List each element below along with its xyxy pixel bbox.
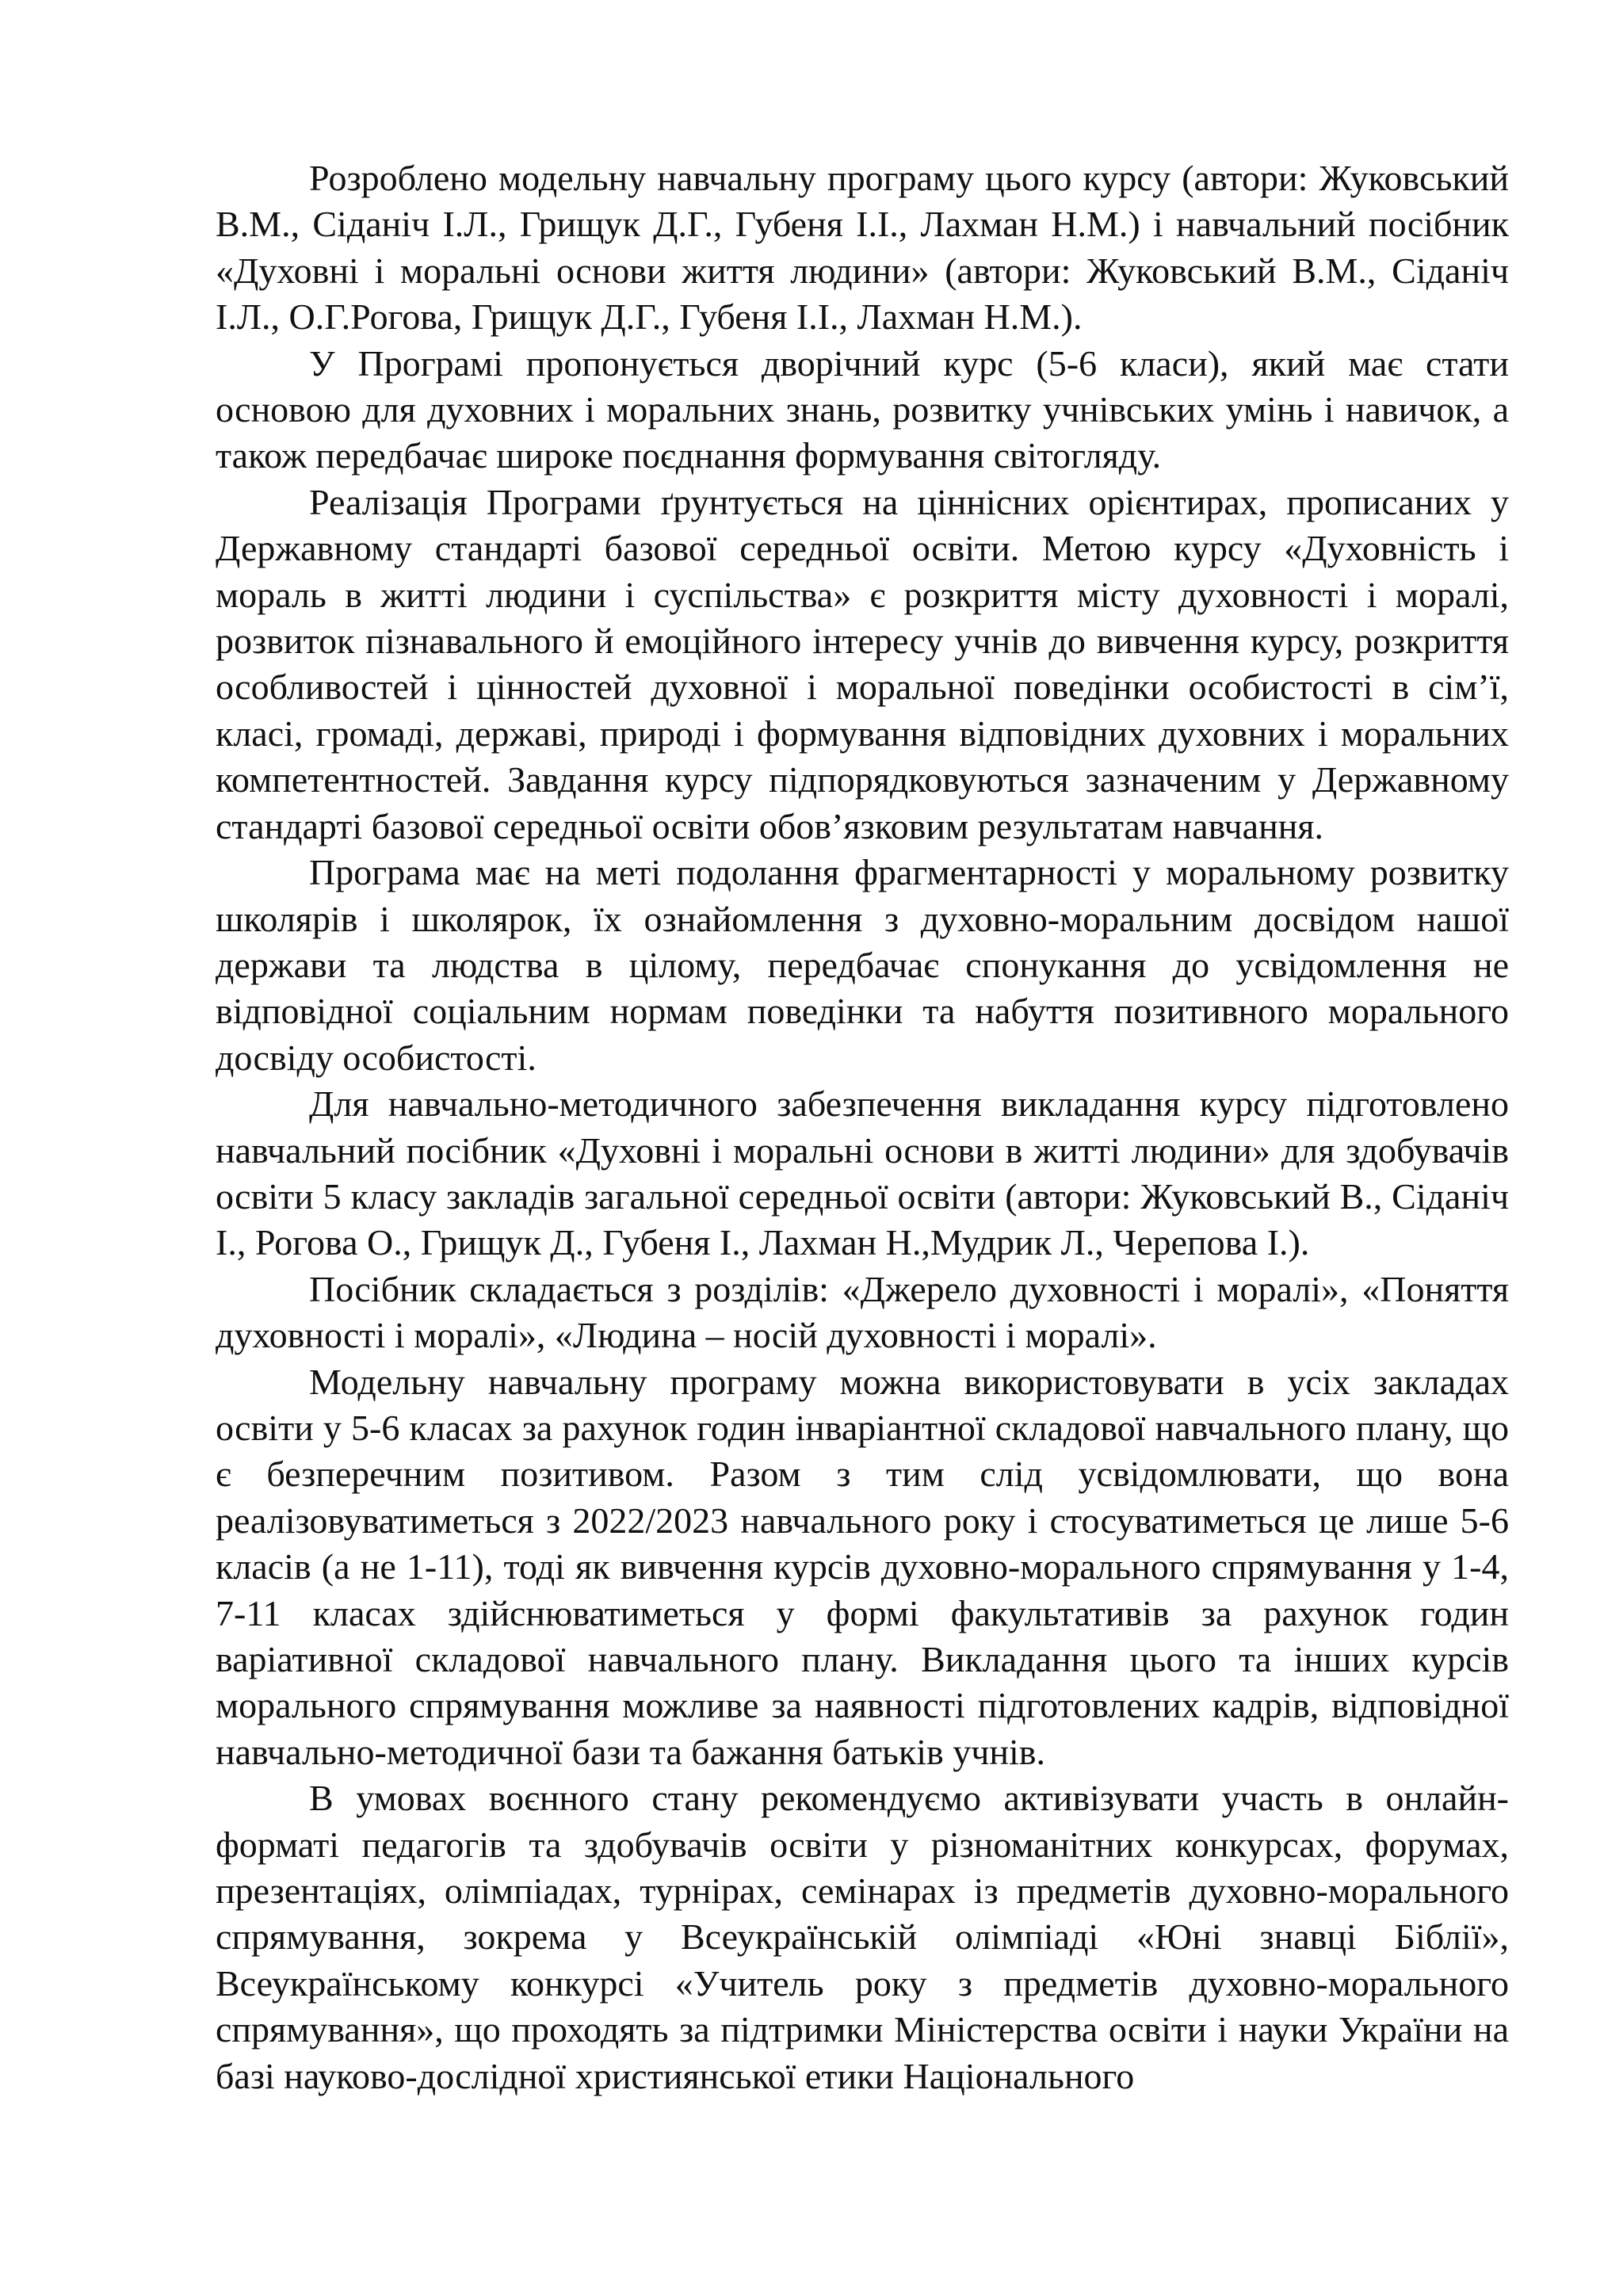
- paragraph-program-authors: Розроблено модельну навчальну програму цього курсу (автори: Жуковський В.М., Сіданіч І.Л., Грищук Д.Г., Губеня І.І., Лахман Н.М.) і навчальний посібник «Духовні і моральні основи життя людини» (автори: Жуковський В.М., Сіданіч І.Л., О.Г.Рогова, Грищук Д.Г., Губеня І.І., Лахман Н.М.).: [216, 158, 1509, 338]
- paragraph-program-implementation: Реалізація Програми ґрунтується на ціннісних орієнтирах, прописаних у Державному стандарті базової середньої освіти. Метою курсу «Духовність і мораль в житті людини і суспільства» є розкриття місту духовності і моралі, розвиток пізнавального й емоційного інтересу учнів до вивчення курсу, розкриття особливостей і цінностей духовної і моральної поведінки особистості в сім’ї, класі, громаді, державі, природі і формування відповідних духовних і моральних компетентностей. Завдання курсу підпорядковуються зазначеним у Державному стандарті базової середньої освіти обов’язковим результатам навчання.: [216, 481, 1509, 846]
- paragraph-martial-law-recommendations: В умовах воєнного стану рекомендуємо активізувати участь в онлайн-форматі педагогів та здобувачів освіти у різноманітних конкурсах, форумах, презентаціях, олімпіадах, турнірах, семінарах із предметів духовно-морального спрямування, зокрема у Всеукраїнській олімпіаді «Юні знавці Біблії», Всеукраїнському конкурсі «Учитель року з предметів духовно-морального спрямування», що проходять за підтримки Міністерства освіти і науки України на базі науково-дослідної християнської етики Національного: [216, 1778, 1509, 2096]
- paragraph-textbook-sections: Посібник складається з розділів: «Джерело духовності і моралі», «Поняття духовності і моралі», «Людина – носій духовності і моралі».: [216, 1268, 1509, 1356]
- paragraph-program-goal: Програма має на меті подолання фрагментарності у моральному розвитку школярів і школярок, їх ознайомлення з духовно-моральним досвідом нашої держави та людства в цілому, передбачає спонукання до усвідомлення не відповідної соціальним нормам поведінки та набуття позитивного морального досвіду особистості.: [216, 852, 1509, 1078]
- paragraph-model-program-usage: Модельну навчальну програму можна використовувати в усіх закладах освіти у 5-6 класах за рахунок годин інваріантної складової навчального плану, що є безперечним позитивом. Разом з тим слід усвідомлювати, що вона реалізовуватиметься з 2022/2023 навчального року і стосуватиметься це лише 5-6 класів (а не 1-11), тоді як вивчення курсів духовно-морального спрямування у 1-4, 7-11 класах здійснюватиметься у формі факультативів за рахунок годин варіативної складової навчального плану. Викладання цього та інших курсів морального спрямування можливе за наявності підготовлених кадрів, відповідної навчально-методичної бази та бажання батьків учнів.: [216, 1361, 1509, 1772]
- document-page: [216, 155, 1509, 2099]
- paragraph-textbook: Для навчально-методичного забезпечення викладання курсу підготовлено навчальний посібник «Духовні і моральні основи в житті людини» для здобувачів освіти 5 класу закладів загальної середньої освіти (автори: Жуковський В., Сіданіч І., Рогова О., Грищук Д., Губеня І., Лахман Н.,Мудрик Л., Черепова І.).: [216, 1083, 1509, 1263]
- paragraph-two-year-course: У Програмі пропонується дворічний курс (5-6 класи), який має стати основою для духовних і моральних знань, розвитку учнівських умінь і навичок, а також передбачає широке поєднання формування світогляду.: [216, 342, 1509, 476]
